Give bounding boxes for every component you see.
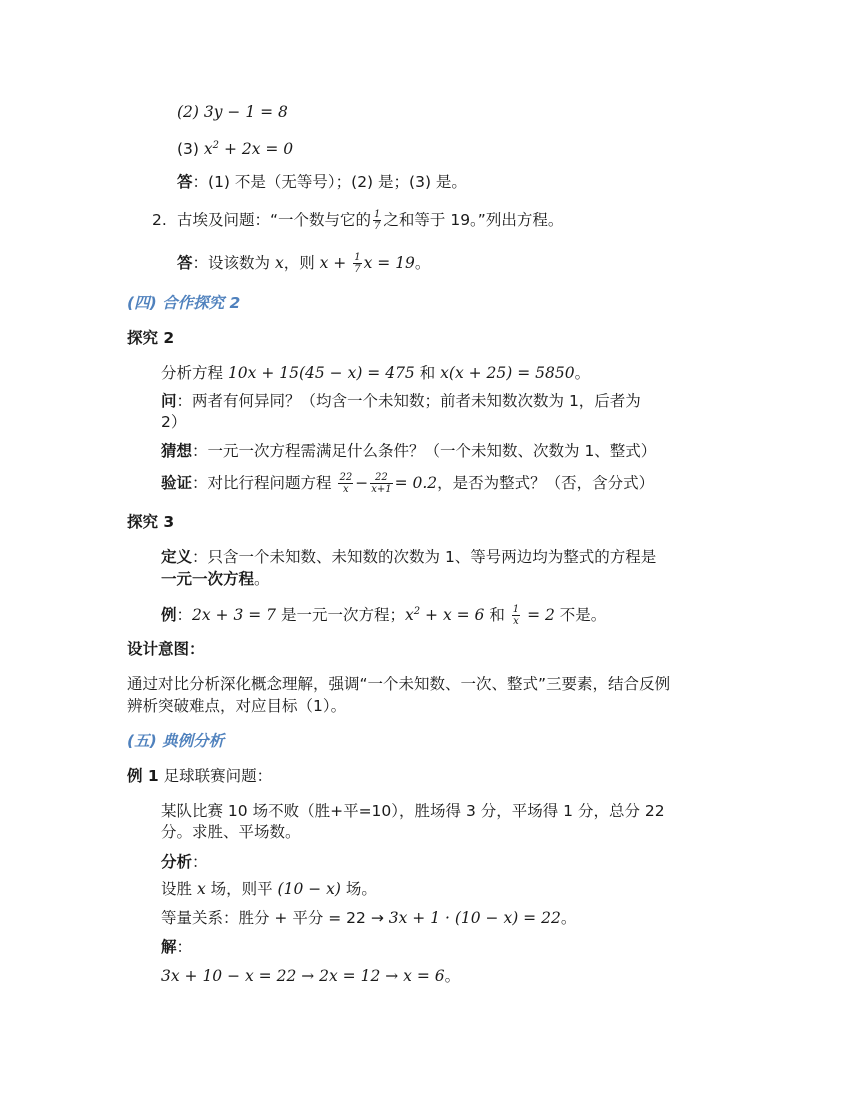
answer-text: ：设该数为 [192, 254, 275, 272]
fraction-denominator: 7 [374, 221, 381, 232]
equation-item-3 [177, 135, 293, 160]
solution-line [161, 965, 460, 987]
question-text: 古埃及问题：“一个数与它的 [177, 211, 372, 229]
problem-line-1: 某队比赛 10 场不败（胜+平=10），胜场得 3 分，平场得 1 分，总分 22 [161, 802, 665, 820]
example-label: 例 [161, 606, 177, 625]
item-prefix: (3) [177, 140, 204, 159]
question-text: 2） [161, 413, 187, 431]
guess-text: ：一元一次方程需满足什么条件？（一个未知数、次数为 1、整式） [192, 442, 657, 460]
design-intent-paragraph-l2: 辨析突破难点，对应目标（1）。 [127, 697, 347, 715]
equation-rest: + 2x = 0 [219, 140, 294, 159]
relation-line [161, 907, 576, 929]
answer-text: ，则 [283, 254, 320, 272]
punctuation: 。 [444, 967, 461, 985]
answer-label: 答 [177, 173, 193, 191]
equation-text: = 0.2 [394, 474, 438, 492]
answer-2 [177, 252, 430, 275]
analysis-label: 分析 [161, 853, 193, 871]
question-label: 问 [161, 392, 177, 410]
guess-line [161, 440, 656, 462]
example-line [161, 601, 606, 627]
punctuation: ： [189, 640, 205, 658]
verify-text: ：对比行程问题方程 [192, 474, 337, 492]
equation-text: 2x + 3 = 7 [192, 606, 277, 625]
guess-label: 猜想 [161, 442, 193, 460]
answer-label: 答 [177, 254, 193, 272]
verify-label: 验证 [161, 474, 193, 492]
design-intent-heading [127, 638, 205, 660]
equation-text: x = 19 [363, 254, 415, 272]
equation-text: 10x + 15(45 − x) = 475 [227, 364, 415, 382]
fraction-denominator: x [343, 484, 349, 495]
equation-text: 3x + 10 − x = 22 → 2x = 12 → x = 6 [161, 967, 445, 985]
list-number: 2. [152, 211, 167, 229]
design-intent-paragraph-l1: 通过对比分析深化概念理解，强调“一个未知数、一次、整式”三要素，结合反例 [127, 675, 671, 693]
fraction-denominator: x [513, 616, 519, 628]
question-line-cont [161, 411, 186, 433]
example-text: 是一元一次方程； [276, 606, 405, 625]
fraction-numerator: 1 [374, 209, 381, 220]
answer-1 [177, 171, 467, 193]
punctuation: 。 [574, 364, 591, 382]
punctuation: 。 [560, 909, 577, 927]
fraction-numerator: 1 [512, 604, 520, 616]
example-text: 和 [484, 606, 510, 625]
math-var: x [274, 254, 284, 272]
punctuation: 。 [254, 570, 270, 588]
example-label: 例 1 [127, 767, 159, 785]
question-2-text [177, 209, 563, 232]
analyze-line [161, 362, 590, 384]
verify-line [161, 472, 654, 495]
math-var: x [404, 606, 414, 625]
section-heading-5: (五) 典例分析 [127, 732, 225, 750]
problem-line-2: 分。求胜、平场数。 [161, 823, 301, 841]
fraction-denominator: x+1 [371, 484, 392, 495]
equation-text: = 2 [522, 606, 555, 625]
let-line [161, 878, 377, 900]
math-var: x [203, 140, 213, 159]
exponent: 2 [413, 606, 421, 617]
question-text: 之和等于 19。”列出方程。 [383, 211, 564, 229]
definition-text: ：只含一个未知数、未知数的次数为 1、等号两边均为整式的方程是 [192, 548, 657, 566]
equation-text: x(x + 25) = 5850 [440, 364, 575, 382]
question-text: ：两者有何异同？（均含一个未知数；前者未知数次数为 1，后者为 [176, 392, 641, 410]
punctuation: ： [192, 853, 208, 871]
punctuation: ： [176, 606, 193, 625]
punctuation: 。 [414, 254, 431, 272]
fraction [373, 209, 381, 232]
explore-2-heading: 探究 2 [127, 329, 175, 347]
fraction [353, 252, 361, 275]
punctuation: ： [176, 938, 193, 956]
heading-text: 设计意图 [127, 640, 190, 658]
definition-line [161, 546, 656, 568]
question-2 [152, 209, 167, 231]
paragraph-text: 分析方程 [161, 364, 228, 382]
equation-text: (2) 3y − 1 = 8 [177, 103, 288, 121]
equation-item-2 [177, 101, 288, 123]
example-1-line [127, 765, 272, 787]
explore-3-heading: 探究 3 [127, 513, 175, 531]
math-var: x [196, 880, 206, 898]
definition-term: 一元一次方程 [161, 570, 255, 588]
fraction [370, 472, 392, 495]
fraction-numerator: 1 [354, 252, 361, 263]
solution-label: 解 [161, 938, 177, 956]
section-heading-4: (四) 合作探究 2 [127, 294, 241, 312]
answer-text: ：(1) 不是（无等号）；(2) 是；(3) 是。 [192, 173, 467, 191]
equation-text: x + [319, 254, 352, 272]
fraction [512, 604, 520, 627]
paragraph-text: 和 [414, 364, 441, 382]
analysis-label-line [161, 851, 208, 873]
paragraph-text: 场，则平 [205, 880, 278, 898]
paragraph-text: 场。 [340, 880, 377, 898]
paragraph-text: 等量关系：胜分 + 平分 = 22 → [161, 909, 389, 927]
fraction-numerator: 22 [339, 472, 353, 483]
question-line [161, 390, 641, 412]
example-text: 足球联赛问题： [158, 767, 273, 785]
paragraph-text: 设胜 [161, 880, 197, 898]
exponent: 2 [212, 140, 220, 151]
operator: − [355, 474, 369, 492]
example-text: 不是。 [554, 606, 607, 625]
solution-label-line [161, 936, 192, 958]
definition-label: 定义 [161, 548, 193, 566]
equation-text: (10 − x) [277, 880, 341, 898]
verify-text: ，是否为整式？（否，含分式） [437, 474, 655, 492]
fraction [338, 472, 353, 495]
definition-line-cont [161, 568, 270, 590]
equation-text: 3x + 1 · (10 − x) = 22 [388, 909, 561, 927]
fraction-denominator: 7 [354, 264, 361, 275]
equation-text: + x = 6 [420, 606, 485, 625]
fraction-numerator: 22 [370, 472, 392, 484]
